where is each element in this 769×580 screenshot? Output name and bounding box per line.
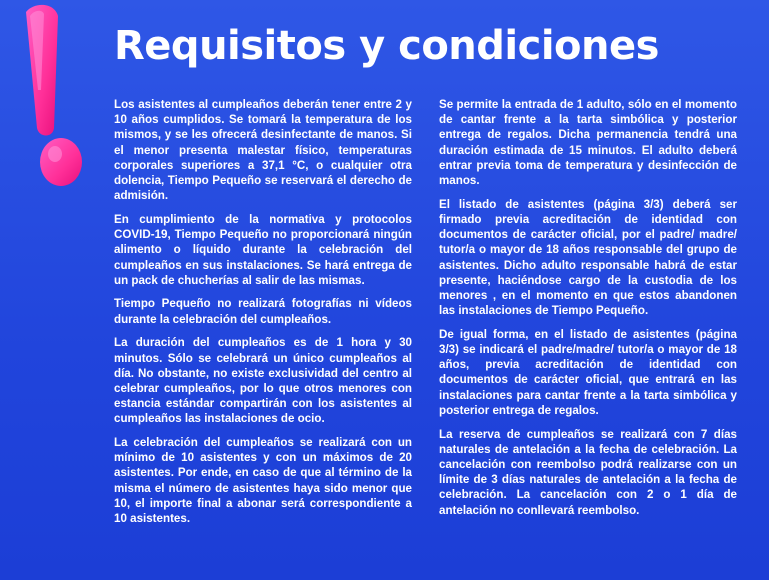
paragraph-photos: Tiempo Pequeño no realizará fotografías ni vídeos durante la celebración del cumpleaños. <box>114 297 412 326</box>
paragraph-attendee-list: El listado de asistentes (página 3/3) deberá ser firmado previa acreditación de identidad con documentos de carácter oficial, por el padre/ madre/ tutor/a o mayor de 18 años responsable del grupo de asistentes. Dicho adulto responsable habrá de estar presente, haciéndose cargo de la custodia de los menores , en el momento en que estos abandonen las instalaciones de Tiempo Pequeño. <box>439 197 737 318</box>
paragraph-guardian: De igual forma, en el listado de asistentes (página 3/3) se indicará el padre/madre/ tutor/a o mayor de 18 años, previa acreditación de identidad con documentos de carácter oficial, que entrará en las instalaciones para cantar frente a la tarta simbólica y posterior entrega de regalos. <box>439 327 737 417</box>
paragraph-attendees: La celebración del cumpleaños se realizará con un mínimo de 10 asistentes y con un máximos de 20 asistentes. Por ende, en caso de que al término de la misma el número de asistentes haya sido menor que 10, el importe final a abonar será correspondiente a 10 asistentes. <box>114 436 412 526</box>
left-column <box>114 97 412 535</box>
paragraph-covid-protocol: En cumplimiento de la normativa y protocolos COVID-19, Tiempo Pequeño no proporcionará ningún alimento o líquido durante la celebración del cumpleaños en sus instalaciones. Se hará entrega de un pack de chucherías al salir de las mismas. <box>114 212 412 287</box>
paragraph-duration: La duración del cumpleaños es de 1 hora y 30 minutos. Sólo se celebrará un único cumpleaños al día. No obstante, no existe exclusividad del centro al celebrar cumpleaños, por lo que otros menores con estancia estándar compartirán con los asistentes al cumpleaños las instalaciones de ocio. <box>114 336 412 426</box>
page-title: Requisitos y condiciones <box>114 23 659 69</box>
right-column <box>439 97 737 526</box>
paragraph-age-requirements: Los asistentes al cumpleaños deberán tener entre 2 y 10 años cumplidos. Se tomará la temperatura de los mismos, y se les ofrecerá desinfectante de manos. Si el menor presenta malestar físico, temperaturas corporales superiores a 37,1 °C, o cualquier otra dolencia, Tiempo Pequeño se reservará el derecho de admisión. <box>114 98 412 203</box>
paragraph-booking: La reserva de cumpleaños se realizará con 7 días naturales de antelación a la fecha de celebración. La cancelación con reembolso podrá realizarse con un límite de 3 días naturales de antelación a la fecha de celebración. La cancelación con 2 o 1 día de antelación no conllevará reembolso. <box>439 427 737 517</box>
exclamation-mark-icon <box>0 0 100 200</box>
paragraph-adult-entry: Se permite la entrada de 1 adulto, sólo en el momento de cantar frente a la tarta simbólica y posterior entrega de regalos. Dicha permanencia tendrá una duración estimada de 15 minutos. El adulto deberá entrar previa toma de temperatura y desinfección de manos. <box>439 98 737 188</box>
